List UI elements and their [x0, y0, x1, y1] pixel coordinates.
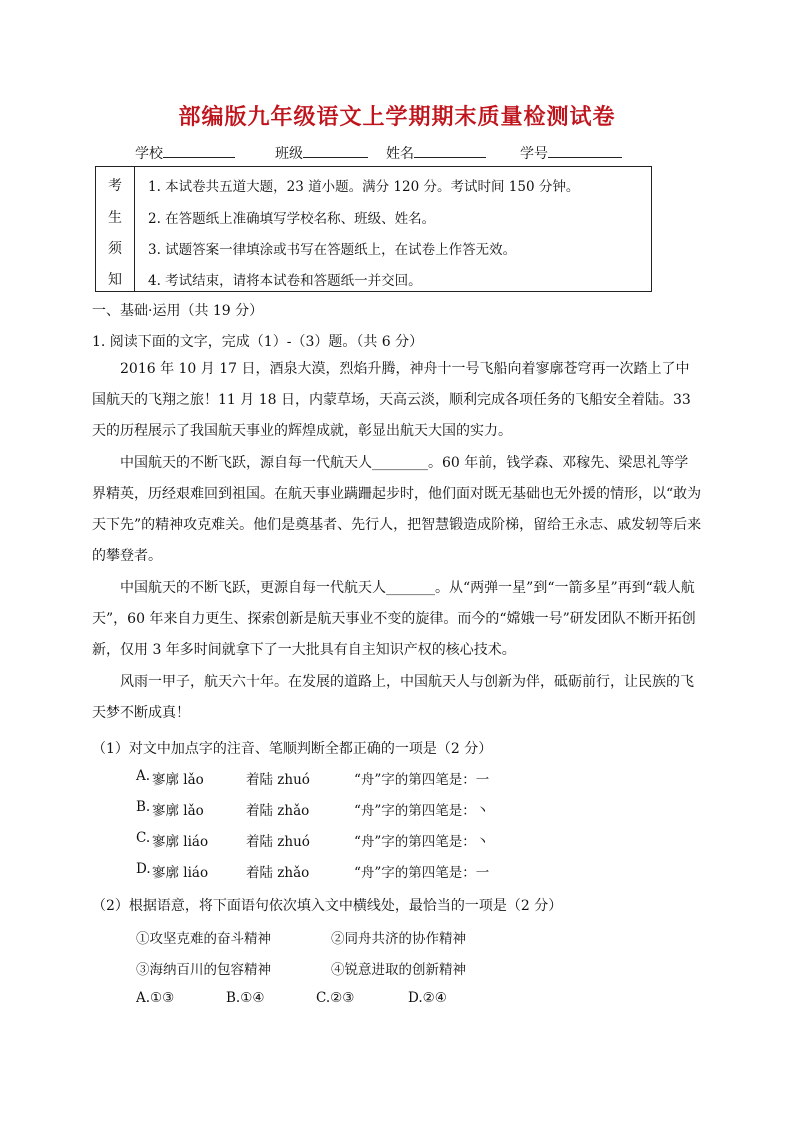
class-label: 班级 — [275, 146, 303, 162]
phrase-item: ①攻坚克难的奋斗精神 — [136, 931, 271, 947]
option-word: 寥廓 liáo — [152, 834, 209, 850]
notice-label-char: 知 — [108, 272, 122, 288]
notice-label-char: 考 — [108, 178, 122, 194]
option-letter: D. — [136, 861, 151, 877]
phrase-item: ②同舟共济的协作精神 — [331, 931, 466, 947]
notice-item: 2. 在答题纸上准确填写学校名称、班级、姓名。 — [148, 211, 436, 227]
notice-item: 1. 本试卷共五道大题，23 道小题。满分 120 分。考试时间 150 分钟。 — [148, 179, 580, 195]
option-letter: B. — [136, 799, 151, 815]
exam-notice-box — [95, 166, 652, 292]
name-field[interactable] — [386, 143, 486, 163]
option-letter: A. — [136, 768, 151, 784]
option-pinyin: 着陆 zhuó — [246, 834, 310, 850]
option-word: 寥廓 lǎo — [152, 772, 204, 788]
subquestion-2: （2）根据语意，将下面语句依次填入文中横线处，最恰当的一项是（2 分） — [92, 898, 563, 914]
id-blank[interactable] — [548, 143, 622, 158]
notice-label-column — [96, 167, 135, 291]
notice-label-char: 须 — [108, 241, 122, 257]
option-stroke: “舟”字的第四笔是：一 — [354, 772, 490, 788]
id-label: 学号 — [520, 146, 548, 162]
phrase-item: ④锐意进取的创新精神 — [331, 962, 466, 978]
option-stroke: “舟”字的第四笔是：一 — [354, 865, 490, 881]
answer-option-a[interactable]: A.①③ — [136, 990, 175, 1006]
option-word: 寥廓 lǎo — [152, 803, 204, 819]
id-field[interactable] — [520, 143, 622, 163]
name-label: 姓名 — [386, 146, 414, 162]
option-pinyin: 着陆 zhǎo — [246, 803, 310, 819]
question-1-intro: 1. 阅读下面的文字，完成（1）-（3）题。（共 6 分） — [92, 334, 424, 350]
school-label: 学校 — [135, 146, 163, 162]
passage-paragraph-3: 中国航天的不断飞跃，更源自每一代航天人_______。从“两弹一星”到“一箭多星”再到“载人航天”，60 年来自力更生、探索创新是航天事业不变的旋律。而今的“嫦娥一号”研发团队不断开拓创新，仅用 3 年多时间就拿下了一大批具有自主知识产权的核心技术。 — [92, 580, 696, 658]
option-pinyin: 着陆 zhǎo — [246, 865, 310, 881]
answer-option-b[interactable]: B.①④ — [226, 990, 265, 1006]
notice-item: 3. 试题答案一律填涂或书写在答题纸上，在试卷上作答无效。 — [148, 242, 517, 258]
name-blank[interactable] — [414, 143, 486, 158]
exam-title: 部编版九年级语文上学期期末质量检测试卷 — [178, 105, 616, 130]
passage-paragraph-1: 2016 年 10 月 17 日，酒泉大漠，烈焰升腾，神舟十一号飞船向着寥廓苍穹再一次踏上了中国航天的飞翔之旅！11 月 18 日，内蒙草场，天高云淡，顺利完成各项任务的飞船安全着陆。33 天的历程展示了我国航天事业的辉煌成就，彰显出航天大国的实力。 — [92, 361, 691, 439]
phrase-item: ③海纳百川的包容精神 — [136, 962, 271, 978]
subquestion-1: （1）对文中加点字的注音、笔顺判断全都正确的一项是（2 分） — [92, 741, 493, 757]
passage-paragraph-2: 中国航天的不断飞跃，源自每一代航天人________。60 年前，钱学森、邓稼先、梁思礼等学界精英，历经艰难回到祖国。在航天事业蹒跚起步时，他们面对既无基础也无外援的情形，以“敢为天下先”的精神攻克难关。他们是奠基者、先行人，把智慧锻造成阶梯，留给王永志、戚发轫等后来的攀登者。 — [92, 455, 702, 564]
option-letter: C. — [136, 830, 151, 846]
answer-option-d[interactable]: D.②④ — [408, 990, 447, 1006]
section-heading: 一、基础·运用（共 19 分） — [92, 303, 264, 319]
school-field[interactable] — [135, 143, 235, 163]
class-field[interactable] — [275, 143, 368, 163]
notice-label-char: 生 — [108, 210, 122, 226]
option-pinyin: 着陆 zhuó — [246, 772, 310, 788]
answer-option-c[interactable]: C.②③ — [316, 990, 355, 1006]
school-blank[interactable] — [163, 143, 235, 158]
passage-paragraph-4: 风雨一甲子，航天六十年。在发展的道路上，中国航天人与创新为伴，砥砺前行，让民族的飞天梦不断成真！ — [92, 674, 694, 721]
option-word: 寥廓 liáo — [152, 865, 209, 881]
option-stroke: “舟”字的第四笔是：丶 — [354, 834, 490, 850]
class-blank[interactable] — [303, 143, 368, 158]
option-stroke: “舟”字的第四笔是：丶 — [354, 803, 490, 819]
notice-item: 4. 考试结束，请将本试卷和答题纸一并交回。 — [148, 273, 422, 289]
